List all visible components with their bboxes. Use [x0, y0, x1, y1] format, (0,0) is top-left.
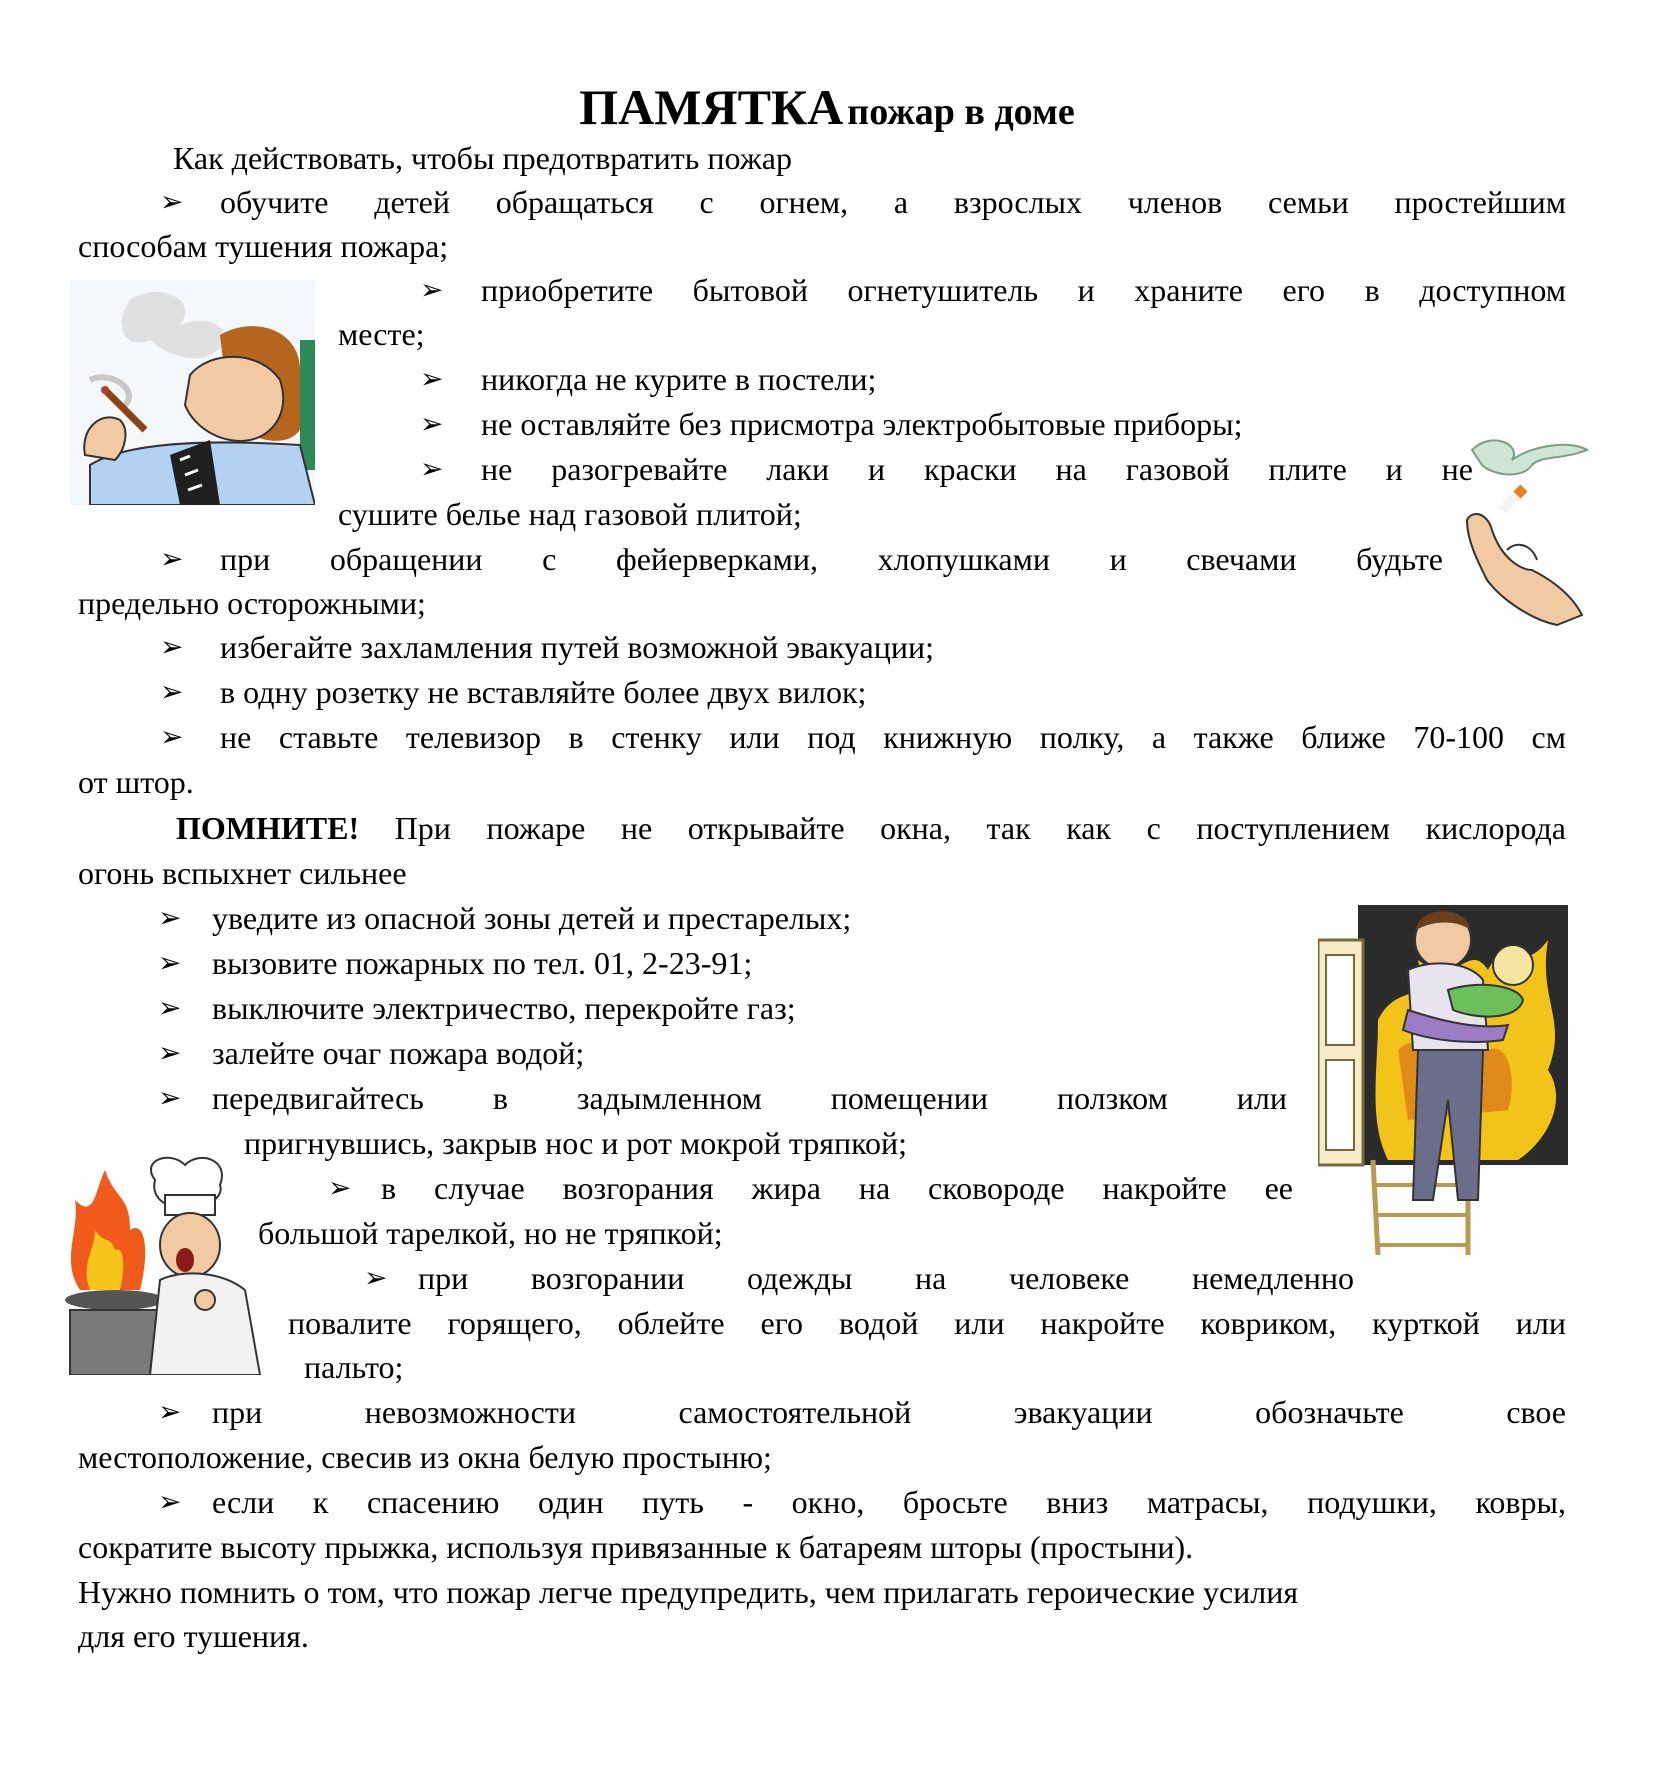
list-item-text: сушите белье над газовой плитой;: [338, 496, 802, 532]
closing-text: для его тушения.: [78, 1618, 309, 1654]
list-item-text: вызовите пожарных по тел. 01, 2-23-91;: [212, 945, 753, 981]
bullet-arrow: ➢: [160, 720, 184, 753]
remember-text: При пожаре не открывайте окна, так как с поступлением кислорода: [394, 810, 1567, 846]
list-item-text: способам тушения пожара;: [78, 228, 449, 264]
list-item-text: пригнувшись, закрыв нос и рот мокрой тряпкой;: [244, 1125, 908, 1161]
bullet-arrow: ➢: [364, 1261, 388, 1294]
bullet-arrow: ➢: [158, 946, 182, 979]
bullet-arrow: ➢: [158, 1036, 182, 1069]
remember-line: [176, 806, 1566, 850]
list-item-text: большой тарелкой, но не тряпкой;: [258, 1215, 723, 1251]
smoking-man-illustration: [70, 280, 315, 505]
bullet-arrow: ➢: [160, 630, 184, 663]
bullet-arrow: ➢: [420, 452, 444, 485]
list-item-text: залейте очаг пожара водой;: [212, 1035, 585, 1071]
chef-fire-illustration: [60, 1150, 290, 1375]
bullet-arrow: ➢: [158, 1081, 182, 1114]
list-item-text: передвигайтесь в задымленном помещении ползком или: [212, 1080, 1287, 1116]
cigarette-hand-illustration: [1462, 420, 1597, 630]
bullet-arrow: ➢: [158, 991, 182, 1024]
list-item-text: повалите горящего, облейте его водой или накройте ковриком, курткой или: [288, 1305, 1566, 1341]
list-item-text: в одну розетку не вставляйте более двух вилок;: [220, 674, 867, 710]
list-item-text: от штор.: [78, 764, 194, 800]
list-item-text: месте;: [338, 316, 425, 352]
title-main: ПАМЯТКА: [579, 79, 844, 135]
list-item-text: пальто;: [304, 1349, 404, 1385]
bullet-arrow: ➢: [420, 273, 444, 306]
list-item-text: выключите электричество, перекройте газ;: [212, 990, 796, 1026]
closing-text: Нужно помнить о том, что пожар легче предупредить, чем прилагать героические усилия: [78, 1574, 1299, 1610]
evacuation-illustration: [1318, 900, 1573, 1255]
list-item-text: предельно осторожными;: [78, 585, 426, 621]
list-item-text: местоположение, свесив из окна белую простыню;: [78, 1439, 772, 1475]
page-title: [0, 78, 1654, 136]
remember-label: ПОМНИТЕ!: [176, 810, 360, 846]
intro-heading: Как действовать, чтобы предотвратить пожар: [173, 140, 792, 176]
bullet-arrow: ➢: [160, 542, 184, 575]
bullet-arrow: ➢: [160, 675, 184, 708]
list-item-text: если к спасению один путь - окно, бросьте вниз матрасы, подушки, ковры,: [212, 1484, 1566, 1520]
list-item-text: уведите из опасной зоны детей и престарелых;: [212, 900, 852, 936]
bullet-arrow: ➢: [158, 1395, 182, 1428]
list-item-text: обучите детей обращаться с огнем, а взрослых членов семьи простейшим: [220, 184, 1566, 220]
bullet-arrow: ➢: [420, 407, 444, 440]
list-item-text: при невозможности самостоятельной эвакуации обозначьте свое: [212, 1394, 1566, 1430]
list-item-text: в случае возгорания жира на сковороде накройте ее: [381, 1170, 1293, 1206]
list-item-text: никогда не курите в постели;: [481, 361, 877, 397]
list-item-text: не оставляйте без присмотра электробытовые приборы;: [481, 406, 1243, 442]
list-item-text: не разогревайте лаки и краски на газовой плите и не: [481, 451, 1473, 487]
bullet-arrow: ➢: [160, 185, 184, 218]
remember-text: огонь вспыхнет сильнее: [78, 855, 407, 891]
list-item-text: при возгорании одежды на человеке немедленно: [418, 1260, 1354, 1296]
list-item-text: приобретите бытовой огнетушитель и храните его в доступном: [481, 272, 1566, 308]
list-item-text: не ставьте телевизор в стенку или под книжную полку, а также ближе 70-100 см: [220, 719, 1566, 755]
list-item-text: при обращении с фейерверками, хлопушками и свечами будьте: [220, 541, 1443, 577]
list-item-text: избегайте захламления путей возможной эвакуации;: [220, 629, 934, 665]
bullet-arrow: ➢: [420, 362, 444, 395]
bullet-arrow: ➢: [158, 901, 182, 934]
bullet-arrow: ➢: [328, 1171, 352, 1204]
list-item-text: сократите высоту прыжка, используя привязанные к батареям шторы (простыни).: [78, 1529, 1194, 1565]
bullet-arrow: ➢: [158, 1485, 182, 1518]
title-sub: пожар в доме: [847, 91, 1075, 133]
